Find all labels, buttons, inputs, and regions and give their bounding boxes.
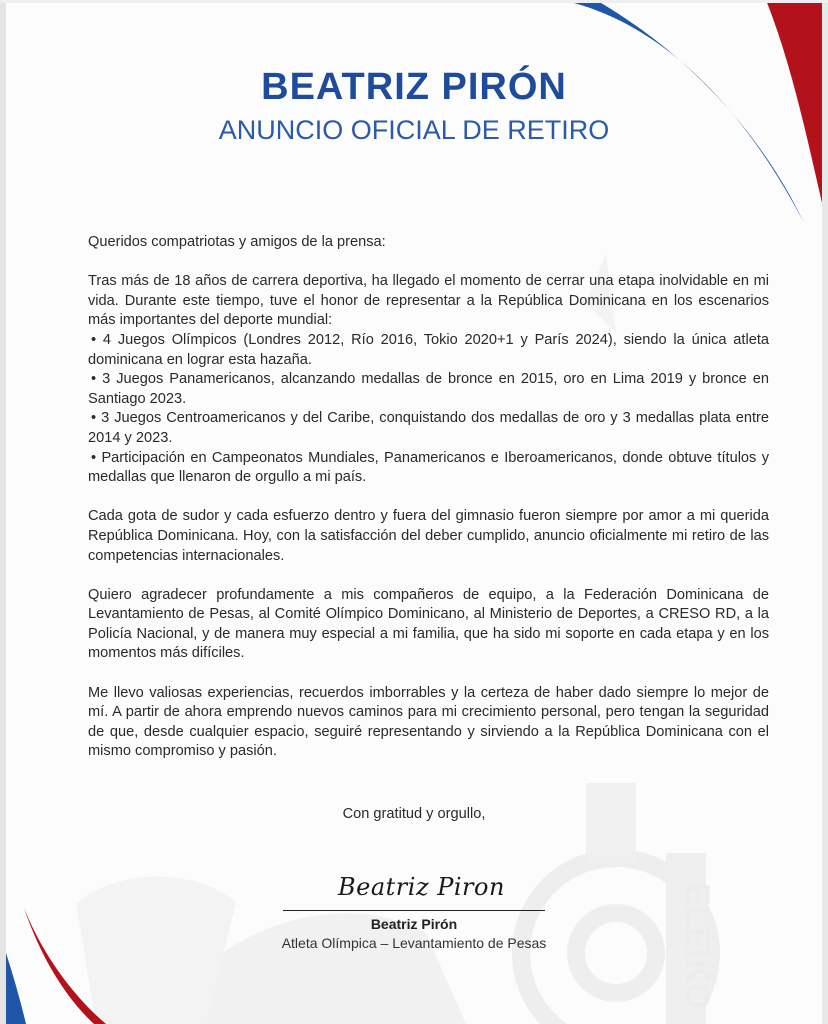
svg-text:ELEIKO: ELEIKO: [678, 883, 716, 1010]
closing-line: Con gratitud y orgullo,: [342, 806, 486, 822]
handwritten-signature: Beatriz Piron: [338, 873, 505, 901]
intro-paragraph: Tras más de 18 años de carrera deportiva, ha llegado el momento de cerrar una etapa inolvidable en mi vida. Durante este tiempo, tuve el honor de representar a la República Dominicana en los escenarios más importantes del deporte mundial:: [88, 273, 769, 329]
announcement-subtitle: ANUNCIO OFICIAL DE RETIRO: [218, 115, 610, 145]
achievement-item: • 3 Juegos Panamericanos, alcanzando medallas de bronce en 2015, oro en Lima 2019 y bronce en Santiago 2023.: [88, 371, 769, 407]
page-right-border: [822, 0, 828, 1024]
signature-line: [283, 910, 545, 911]
athlete-name-title: BEATRIZ PIRÓN: [261, 66, 567, 108]
achievement-item: • 3 Juegos Centroamericanos y del Caribe, conquistando dos medallas de oro y 3 medallas plata entre 2014 y 2023.: [88, 410, 769, 446]
achievement-item: • Participación en Campeonatos Mundiales, Panamericanos e Iberoamericanos, donde obtuve títulos y medallas que llenaron de orgullo a mi país.: [88, 449, 769, 486]
thanks-paragraph: Quiero agradecer profundamente a mis compañeros de equipo, a la Federación Dominicana de Levantamiento de Pesas, al Comité Olímpico Dominicano, al Ministerio de Deportes, a CRESO RD, a la Policía Nacional, y de manera muy especial a mi familia, que ha sido mi soporte en cada etapa y en los momentos más difíciles.: [88, 586, 769, 662]
farewell-paragraph: Me llevo valiosas experiencias, recuerdos imborrables y la certeza de haber dado siempre lo mejor de mí. A partir de ahora emprendo nuevos caminos para mi crecimiento personal, pero tengan la seguridad de que, desde cualquier espacio, seguiré representando y sirviendo a la República Dominicana con el mismo compromiso y pasión.: [88, 684, 769, 760]
page-left-border: [0, 0, 6, 1024]
page-top-border: [0, 0, 828, 3]
signatory-name: Beatriz Pirón: [370, 916, 458, 932]
letter-header: [0, 64, 828, 146]
achievement-item: • 4 Juegos Olímpicos (Londres 2012, Río 2016, Tokio 2020+1 y París 2024), siendo la única atleta dominicana en lograr esta hazaña.: [88, 331, 769, 368]
letter-body: [88, 233, 769, 762]
greeting: Queridos compatriotas y amigos de la prensa:: [88, 234, 386, 250]
signatory-role: Atleta Olímpica – Levantamiento de Pesas: [281, 935, 547, 951]
retirement-paragraph: Cada gota de sudor y cada esfuerzo dentro y fuera del gimnasio fueron siempre por amor a mi querida República Dominicana. Hoy, con la satisfacción del deber cumplido, anuncio oficialmente mi retiro de las competencias internacionales.: [88, 508, 769, 564]
